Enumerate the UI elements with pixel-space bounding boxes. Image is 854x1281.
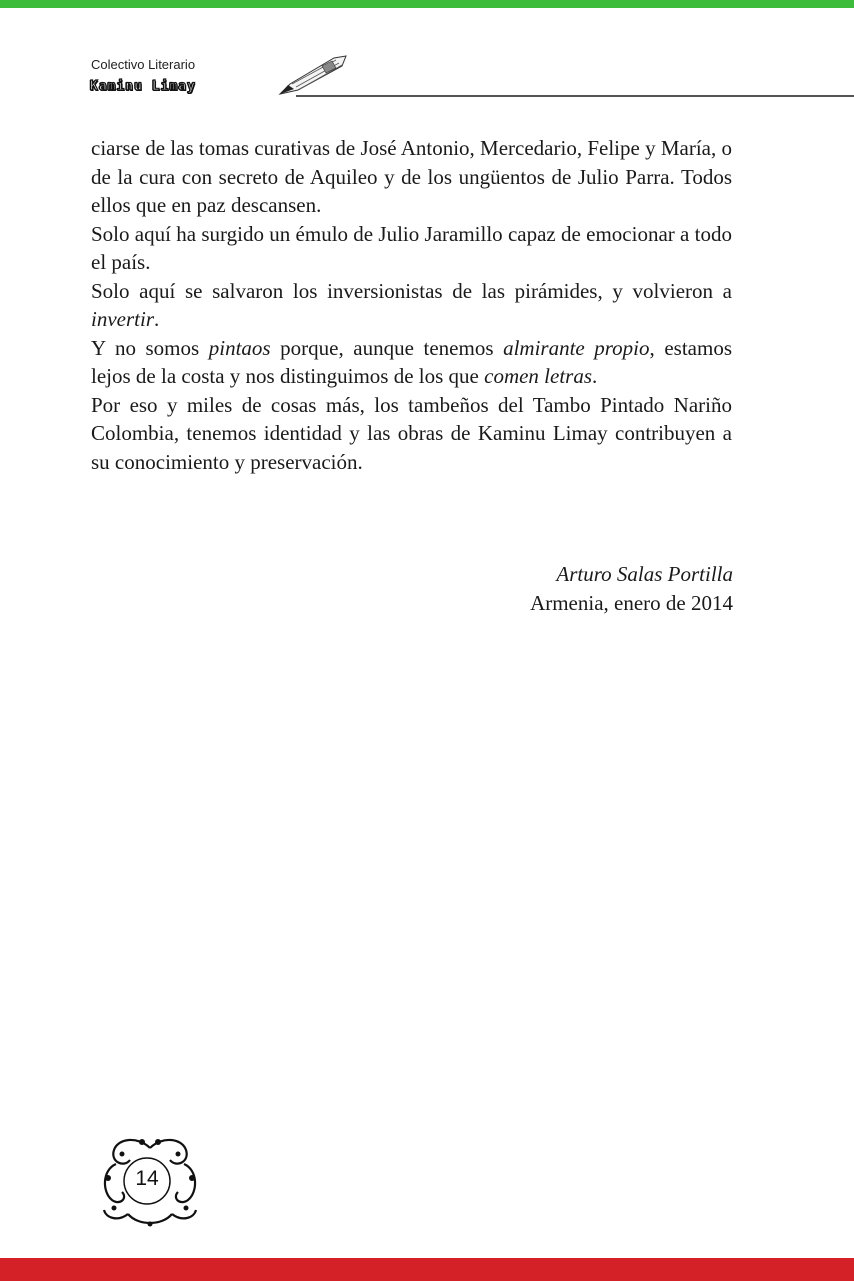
top-color-bar	[0, 0, 854, 8]
paragraph: Y no somos pintaos porque, aunque tenemos almirante propio, estamos lejos de la costa y nos distinguimos de los que comen letras.	[91, 335, 733, 388]
brand-logo-text: Kaminu Limay	[90, 79, 196, 94]
header-rule	[296, 95, 854, 97]
fountain-pen-icon	[276, 54, 348, 96]
collective-label: Colectivo Literario	[91, 57, 196, 72]
place-date: Armenia, enero de 2014	[530, 591, 733, 615]
page-number: 14	[135, 1167, 159, 1190]
body-text	[91, 134, 732, 476]
paragraph: Por eso y miles de cosas más, los tambeños del Tambo Pintado Nariño Colombia, tenemos identidad y las obras de Kaminu Limay contribuyen a su conocimiento y preservación.	[91, 392, 732, 474]
paragraph: Solo aquí se salvaron los inversionistas de las pirámides, y volvieron a invertir.	[91, 278, 732, 331]
author-name: Arturo Salas Portilla	[556, 562, 733, 586]
bottom-color-bar	[0, 1258, 854, 1281]
signature-block	[400, 560, 733, 618]
paragraph: Solo aquí ha surgido un émulo de Julio Jaramillo capaz de emocionar a todo el país.	[91, 221, 732, 274]
paragraph: ciarse de las tomas curativas de José Antonio, Mercedario, Felipe y María, o de la cura con secreto de Aquileo y de los ungüentos de Julio Parra. Todos ellos que en paz descansen.	[91, 136, 732, 217]
